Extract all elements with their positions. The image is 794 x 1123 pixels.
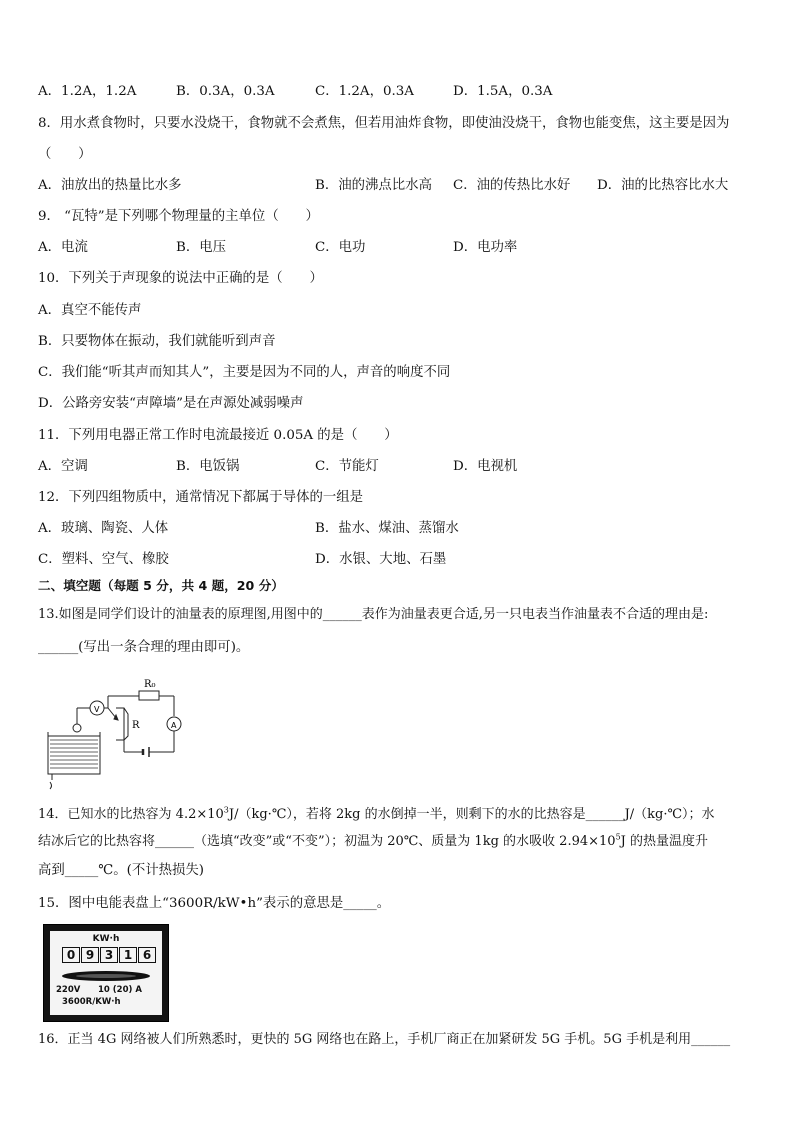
q10-option-b: B．只要物体在振动，我们就能听到声音 (38, 334, 276, 349)
q14-line2 (38, 833, 708, 851)
q14-line2-sup: 5 (615, 832, 621, 842)
q11-option-b: B．电饭锅 (176, 459, 240, 474)
q10-option-d: D．公路旁安装“声障墙”是在声源处减弱噪声 (38, 396, 304, 411)
q7-option-c: C．1.2A，0.3A (315, 84, 414, 99)
q7-option-d: D．1.5A，0.3A (453, 84, 553, 99)
q10-stem: 10．下列关于声现象的说法中正确的是（ ） (38, 271, 323, 286)
r0-label: R₀ (144, 679, 156, 690)
meter-voltage-rating: 220V (56, 985, 81, 995)
q8-option-b: B．油的沸点比水高 (315, 178, 432, 193)
q11-option-c: C．节能灯 (315, 459, 379, 474)
q10-option-a: A．真空不能传声 (38, 303, 142, 318)
q13-line1: 13.如图是同学们设计的油量表的原理图,用图中的______表作为油量表更合适,另一只电表当作油量表不合适的理由是: (38, 607, 709, 622)
meter-digit: 3 (100, 947, 118, 963)
q8-stem-line1: 8．用水煮食物时，只要水没烧干，食物就不会煮焦，但若用油炸食物，即使油没烧干，食物也能变焦，这主要是因为 (38, 116, 730, 131)
q12-option-c: C．塑料、空气、橡胶 (38, 552, 169, 567)
q14-line3: 高到_____℃。(不计热损失) (38, 863, 205, 878)
q14-line2-b: J 的热量温度升 (620, 834, 709, 849)
q8-option-a: A．油放出的热量比水多 (38, 178, 182, 193)
q9-option-c: C．电功 (315, 240, 366, 255)
v-label: V (94, 705, 100, 714)
r0-resistor-icon (139, 691, 159, 700)
q14-line2-a: 结冰后它的比热容将______（选填“改变”或“不变”）；初温为 20℃、质量为 1kg 的水吸收 2.94×10 (38, 834, 616, 849)
q12-option-b: B．盐水、煤油、蒸馏水 (315, 521, 459, 536)
meter-digit: 1 (119, 947, 137, 963)
meter-digits (62, 947, 156, 963)
q12-option-a: A．玻璃、陶瓷、人体 (38, 521, 169, 536)
q8-option-d: D．油的比热容比水大 (597, 178, 729, 193)
q9-stem: 9． “瓦特”是下列哪个物理量的主单位（ ） (38, 209, 319, 224)
q14-line1-sup: 3 (223, 805, 229, 815)
q9-option-d: D．电功率 (453, 240, 518, 255)
q16-line1: 16．正当 4G 网络被人们所熟悉时，更快的 5G 网络也在路上，手机厂商正在加紧研发 5G 手机。5G 手机是利用______ (38, 1032, 731, 1047)
meter-face (50, 931, 162, 1015)
meter-disc-icon (60, 969, 152, 983)
q11-stem: 11．下列用电器正常工作时电流最接近 0.05A 的是（ ） (38, 428, 398, 443)
meter-current-rating: 10 (20) A (98, 985, 142, 995)
meter-unit-label: KW·h (92, 934, 120, 944)
q13-line2: ______(写出一条合理的理由即可)。 (38, 640, 250, 655)
section-heading-fill-in: 二、填空题（每题 5 分，共 4 题，20 分） (38, 578, 284, 593)
q8-stem-line2: （ ） (38, 147, 92, 162)
q9-option-a: A．电流 (38, 240, 88, 255)
meter-digit: 9 (81, 947, 99, 963)
q7-option-a: A．1.2A，1.2A (38, 84, 137, 99)
q14-line1 (38, 806, 715, 824)
meter-digit: 0 (62, 947, 80, 963)
energy-meter-panel (43, 924, 169, 1022)
q15-stem: 15．图中电能表盘上“3600R/kW•h”表示的意思是_____。 (38, 896, 391, 911)
meter-digit: 6 (138, 947, 156, 963)
q9-option-b: B．电压 (176, 240, 227, 255)
q14-line1-a: 14．已知水的比热容为 4.2×10 (38, 807, 224, 822)
q14-line1-b: J/（kg·℃），若将 2kg 的水倒掉一半，则剩下的水的比热容是______J/（kg·℃）；水 (228, 807, 715, 822)
q11-option-d: D．电视机 (453, 459, 518, 474)
r-label: R (132, 720, 140, 731)
q7-option-b: B．0.3A，0.3A (176, 84, 275, 99)
meter-constant: 3600R/KW·h (62, 997, 121, 1007)
oil-gauge-circuit-diagram (44, 674, 194, 792)
q12-option-d: D．水银、大地、石墨 (315, 552, 447, 567)
q11-option-a: A．空调 (38, 459, 88, 474)
a-label: A (171, 721, 177, 730)
q10-option-c: C．我们能“听其声而知其人”，主要是因为不同的人，声音的响度不同 (38, 365, 451, 380)
q12-stem: 12．下列四组物质中，通常情况下都属于导体的一组是 (38, 490, 364, 505)
q8-option-c: C．油的传热比水好 (453, 178, 571, 193)
